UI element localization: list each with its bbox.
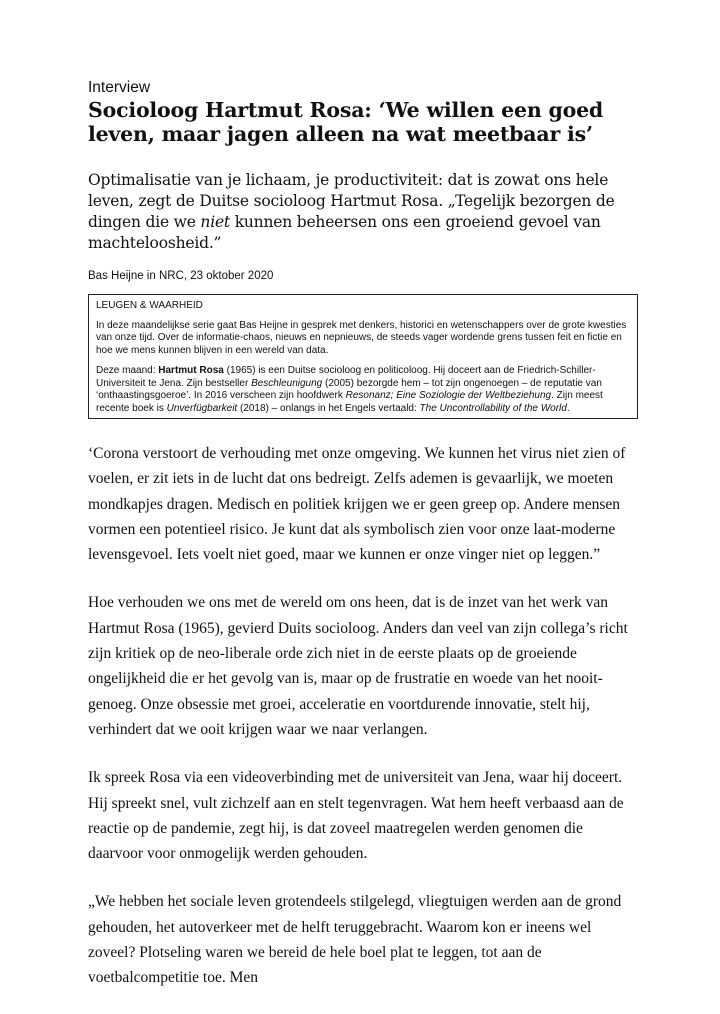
info-box-guest: Deze maand: Hartmut Rosa (1965) is een Duitse socioloog en politicoloog. Hij doceert aan de Friedrich-Schiller-Universiteit te Jena. Zijn bestseller Beschleunigung (2005) bezorgde hem – tot zijn ongenoegen – de reputatie van ‘onthaastingsgoeroe’. In 2016 verscheen zijn hoofdwerk Resonanz; Eine Soziologie der Weltbeziehung. Zijn meest recente boek is Unverfügbarkeit (2018) – onlangs in het Engels vertaald: The Uncontrollability of the World. bbox=[96, 365, 603, 414]
body-paragraph: „We hebben het sociale leven grotendeels stilgelegd, vliegtuigen werden aan de grond gehouden, het autoverkeer met de helft teruggebracht. Waarom kon er ineens wel zoveel? Plotseling waren we bereid de hele boel plat te leggen, tot aan de voetbalcompetitie toe. Men bbox=[88, 893, 622, 987]
info-box-title: LEUGEN & WAARHEID bbox=[96, 300, 203, 311]
book-title: The Uncontrollability of the World bbox=[419, 402, 567, 414]
byline: Bas Heijne in NRC, 23 oktober 2020 bbox=[88, 270, 274, 282]
body-paragraph: ‘Corona verstoort de verhouding met onze omgeving. We kunnen het virus niet zien of voelen, er zit iets in de lucht dat ons bedreigt. Zelfs ademen is gevaarlijk, we moeten mondkapjes dragen. Medisch en politiek krijgen we er geen greep op. Andere mensen vormen een potentieel risico. Je kunt dat als symbolisch zien voor onze laat-moderne levensgevoel. Iets voelt niet goed, maar we kunnen er onze vinger niet op leggen.” bbox=[88, 445, 626, 564]
book-title: Beschleunigung bbox=[251, 377, 323, 389]
body-paragraph: Ik spreek Rosa via een videoverbinding met de universiteit van Jena, waar hij doceert. Hij spreekt snel, vult zichzelf aan en stelt tegenvragen. Wat hem heeft verbaasd aan de reactie op de pandemie, zegt hij, is dat zoveel maatregelen werden genomen die daarvoor voor onmogelijk werden gehouden. bbox=[88, 769, 624, 863]
article-headline: Socioloog Hartmut Rosa: ‘We willen een goed leven, maar jagen alleen na wat meetbaar is’ bbox=[88, 98, 604, 146]
book-title: Unverfügbarkeit bbox=[166, 402, 238, 414]
body-paragraph: Hoe verhouden we ons met de wereld om ons heen, dat is de inzet van het werk van Hartmut Rosa (1965), gevierd Duits socioloog. Anders dan veel van zijn collega’s richt zijn kritiek op de neo-liberale orde zich niet in de eerste plaats op de groeiende ongelijkheid die er het gevolg van is, maar op de frustratie en woede van het nooit-genoeg. Onze obsessie met groei, acceleratie en voortdurende innovatie, stelt hij, verhindert dat we ooit krijgen waar we naar verlangen. bbox=[88, 594, 628, 738]
article bbox=[88, 78, 638, 1014]
article-lede: Optimalisatie van je lichaam, je productiviteit: dat is zowat ons hele leven, zegt de Duitse socioloog Hartmut Rosa. „Tegelijk bezorgen de dingen die we niet kunnen beheersen ons een groeiend gevoel van machteloosheid.” bbox=[88, 171, 615, 252]
guest-name: Hartmut Rosa bbox=[158, 365, 224, 376]
article-kicker: Interview bbox=[88, 79, 151, 96]
book-title: Resonanz; Eine Soziologie der Weltbeziehung bbox=[345, 390, 552, 401]
series-info-box bbox=[88, 294, 638, 419]
lede-emphasis: niet bbox=[200, 213, 230, 231]
info-box-intro: In deze maandelijkse serie gaat Bas Heijne in gesprek met denkers, historici en wetenschappers over de grote kwesties van onze tijd. Over de informatie-chaos, nieuws en nepnieuws, de steeds vager wordende grens tussen feit en fictie en hoe we mens kunnen blijven in een wereld van data. bbox=[96, 319, 627, 356]
